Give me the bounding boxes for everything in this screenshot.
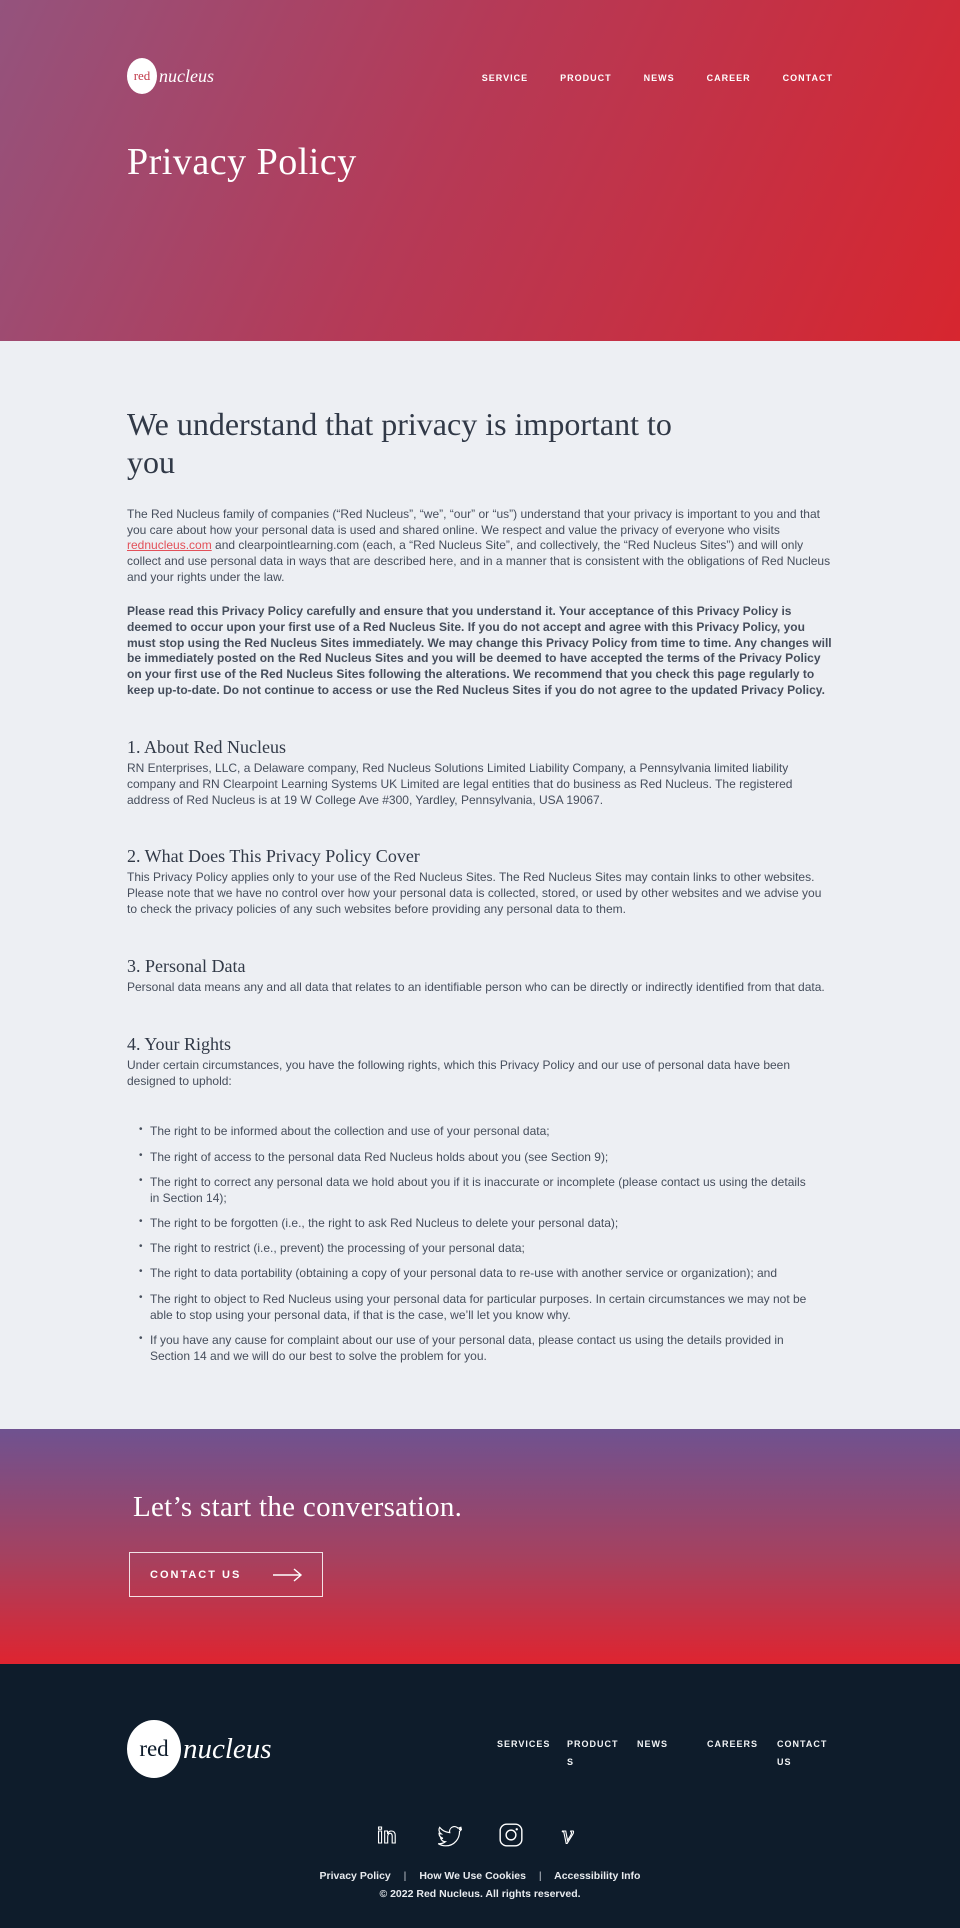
nav-item-career[interactable]: CAREER <box>706 73 751 83</box>
cta-band <box>0 1429 960 1664</box>
footer-nav <box>497 1736 833 1770</box>
linkedin-icon[interactable] <box>374 1822 400 1848</box>
footer-logo-nucleus-text: nucleus <box>183 1732 272 1765</box>
brand-logo[interactable] <box>127 58 214 94</box>
footer-logo-ellipse-icon <box>127 1720 181 1778</box>
section-your-rights-title: 4. Your Rights <box>127 1033 232 1054</box>
page-title: Privacy Policy <box>127 141 357 183</box>
list-item: • If you have any cause for complaint about our use of your personal data, please contact us using the details provided in Section 14 and we will do our best to solve the problem for you. <box>139 1332 817 1364</box>
hero-header <box>0 0 960 341</box>
intro-paragraph <box>127 507 833 586</box>
section-coverage <box>127 846 833 917</box>
intro-heading: We understand that privacy is important to you <box>127 406 672 481</box>
footer-nav-item-news[interactable]: NEWS <box>637 1739 668 1750</box>
footer-brand-logo[interactable] <box>127 1720 272 1778</box>
section-about-title: 1. About Red Nucleus <box>127 736 286 757</box>
footer-nav-item-contact-us[interactable]: CONTACT US <box>777 1739 828 1767</box>
legal-separator: | <box>403 1870 407 1883</box>
list-item: • The right to be informed about the collection and use of your personal data; <box>139 1123 817 1139</box>
nav-item-contact[interactable]: CONTACT <box>782 73 833 83</box>
header-nav <box>482 73 833 83</box>
section-coverage-title: 2. What Does This Privacy Policy Cover <box>127 846 420 867</box>
notice-paragraph: Please read this Privacy Policy carefully and ensure that you understand it. Your acceptance of this Privacy Policy is deemed to occur upon your first use of a Red Nucleus Site. If you do not accept and agree with this Privacy Policy, you must stop using the Red Nucleus Sites immediately. We may change this Privacy Policy from time to time. Any changes will be immediately posted on the Red Nucleus Sites and you will be deemed to have accepted the terms of the Privacy Policy on your first use of the Red Nucleus Sites following the alterations. We recommend that you check this page regularly to keep up-to-date. Do not continue to access or use the Red Nucleus Sites if you do not agree to the updated Privacy Policy. <box>127 603 832 698</box>
list-item: • The right to be forgotten (i.e., the right to ask Red Nucleus to delete your personal data); <box>139 1215 817 1231</box>
rights-list <box>127 1123 817 1364</box>
rednucleus-link[interactable]: rednucleus.com <box>127 538 212 553</box>
section-personal-data-body: Personal data means any and all data that relates to an identifiable person who can be directly or indirectly identified from that data. <box>127 979 825 994</box>
intro-text-after-link: and clearpointlearning.com (each, a “Red Nucleus Site”, and collectively, the “Red Nucleus Sites”) and will only collect and use personal data in ways that are described here, and in a manner that is consistent with the obligations of Red Nucleus and your rights under the law. <box>127 538 831 585</box>
legal-separator: | <box>538 1870 542 1883</box>
section-your-rights <box>127 1034 833 1090</box>
footer-nav-item-careers[interactable]: CAREERS <box>707 1739 759 1750</box>
svg-text:in: in <box>377 1823 397 1849</box>
intro-text-before-link: The Red Nucleus family of companies (“Red Nucleus”, “we”, “our” or “us”) understand that your privacy is important to you and that you care about how your personal data is used and shared online. We respect and value the privacy of everyone who visits <box>127 506 820 537</box>
section-personal-data-title: 3. Personal Data <box>127 955 246 976</box>
section-personal-data <box>127 956 833 996</box>
footer-nav-item-products[interactable]: PRODUCTS <box>567 1739 619 1767</box>
nav-item-news[interactable]: NEWS <box>643 73 675 83</box>
section-about-body: RN Enterprises, LLC, a Delaware company, Red Nucleus Solutions Limited Liability Company, a Pennsylvania limited liability company and RN Clearpoint Learning Systems UK Limited are legal entities that do business as Red Nucleus. The registered address of Red Nucleus is at 19 W College Ave #300, Yardley, Pennsylvania, USA 19067. <box>127 760 793 807</box>
legal-link-privacy-policy[interactable]: Privacy Policy <box>319 1870 391 1883</box>
svg-text:v: v <box>562 1822 574 1849</box>
nav-item-service[interactable]: SERVICE <box>481 73 529 83</box>
legal-link-cookies[interactable]: How We Use Cookies <box>419 1870 526 1883</box>
section-your-rights-body: Under certain circumstances, you have the following rights, which this Privacy Policy and our use of personal data have been designed to uphold: <box>127 1057 791 1088</box>
cta-heading: Let’s start the conversation. <box>133 1491 463 1524</box>
footer <box>0 1664 960 1928</box>
logo-nucleus-text: nucleus <box>159 65 214 86</box>
legal-link-accessibility[interactable]: Accessibility Info <box>554 1870 641 1883</box>
footer-logo-red-text: red <box>139 1736 169 1762</box>
logo-red-text: red <box>133 68 151 83</box>
vimeo-icon[interactable] <box>560 1822 586 1848</box>
list-item: • The right to restrict (i.e., prevent) the processing of your personal data; <box>139 1240 817 1256</box>
instagram-icon[interactable] <box>498 1822 524 1848</box>
arrow-right-icon <box>272 1568 304 1582</box>
section-coverage-body: This Privacy Policy applies only to your use of the Red Nucleus Sites. The Red Nucleus Sites may contain links to other websites. Please note that we have no control over how your personal data is collected, stored, or used by other websites and we advise you to check the privacy policies of any such websites before providing any personal data to them. <box>127 870 822 917</box>
list-item: • The right to data portability (obtaining a copy of your personal data to re-use with another service or organization); and <box>139 1265 817 1281</box>
section-about <box>127 737 833 808</box>
list-item: • The right to object to Red Nucleus using your personal data for particular purposes. In certain circumstances we may not be able to stop using your personal data, if that is the case, we’ll let you know why. <box>139 1291 817 1323</box>
list-item: • The right of access to the personal data Red Nucleus holds about you (see Section 9); <box>139 1149 817 1165</box>
contact-us-button[interactable] <box>129 1552 323 1597</box>
nav-item-product[interactable]: PRODUCT <box>560 73 612 83</box>
legal-links <box>127 1870 833 1882</box>
list-item: • The right to correct any personal data we hold about you if it is inaccurate or incomplete (please contact us using the details in Section 14); <box>139 1174 817 1206</box>
contact-us-button-label: CONTACT US <box>150 1568 242 1581</box>
logo-ellipse-icon <box>127 58 157 94</box>
copyright-text: © 2022 Red Nucleus. All rights reserved. <box>379 1888 581 1901</box>
twitter-icon[interactable] <box>436 1822 462 1848</box>
policy-content <box>0 341 960 1429</box>
social-links <box>127 1822 833 1848</box>
footer-nav-item-services[interactable]: SERVICES <box>497 1739 551 1750</box>
